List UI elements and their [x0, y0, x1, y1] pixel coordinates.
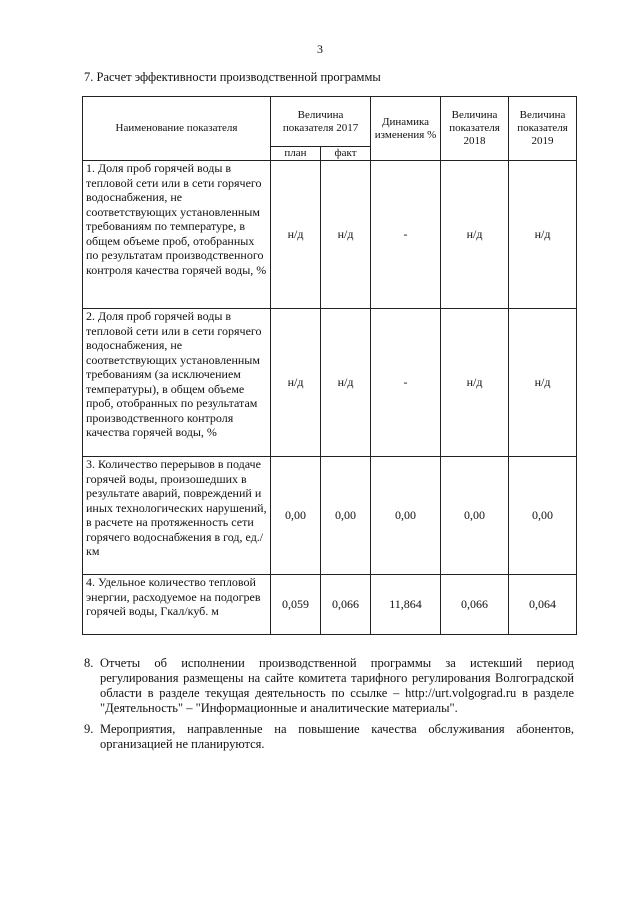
- header-value-2019: Величина показателя 2019: [509, 97, 577, 161]
- indicator-name: 4. Удельное количество тепловой энергии, расходуемое на подогрев горячей воды, Гкал/куб. м: [83, 575, 271, 635]
- table-row: [83, 457, 577, 575]
- note-number: 8.: [84, 656, 94, 670]
- fact-value: н/д: [321, 309, 371, 457]
- indicators-table: [82, 96, 577, 635]
- header-fact: факт: [321, 147, 371, 161]
- table-header-row: [83, 97, 577, 147]
- value-2019: н/д: [509, 161, 577, 309]
- dynamics-value: 0,00: [371, 457, 441, 575]
- note-text: Отчеты об исполнении производственной программы за истекший период регулирования размещены на сайте комитета тарифного регулирования Волгоградской области в разделе текущая деятельность по ссылке – http://urt.volgograd.ru в разделе "Деятельность" – "Информационные и аналитические материалы".: [100, 656, 574, 715]
- fact-value: 0,00: [321, 457, 371, 575]
- table-row: [83, 575, 577, 635]
- page-number: 3: [317, 42, 323, 56]
- indicator-name: 3. Количество перерывов в подаче горячей воды, произошедших в результате аварий, повреждений и иных технологических нарушений, в расчете на протяженность сети горячего водоснабжения в год, ед./км: [83, 457, 271, 575]
- indicator-name: 2. Доля проб горячей воды в тепловой сети или в сети горячего водоснабжения, не соответствующих установленным требованиям (за исключением температуры), в общем объеме проб, отобранных по результатам производственного контроля качества горячей воды, %: [83, 309, 271, 457]
- header-plan: план: [271, 147, 321, 161]
- table-row: [83, 309, 577, 457]
- value-2018: н/д: [441, 161, 509, 309]
- note-text: Мероприятия, направленные на повышение качества обслуживания абонентов, организацией не планируются.: [100, 722, 574, 751]
- plan-value: 0,059: [271, 575, 321, 635]
- value-2019: 0,00: [509, 457, 577, 575]
- value-2018: н/д: [441, 309, 509, 457]
- fact-value: 0,066: [321, 575, 371, 635]
- header-value-2017: Величина показателя 2017: [271, 97, 371, 147]
- note-item: [84, 722, 574, 752]
- indicator-name: 1. Доля проб горячей воды в тепловой сети или в сети горячего водоснабжения, не соответствующих установленным требованиям по температуре, в общем объеме проб, отобранных по результатам производственного контроля качества горячей воды, %: [83, 161, 271, 309]
- plan-value: н/д: [271, 161, 321, 309]
- section-heading: 7. Расчет эффективности производственной программы: [84, 70, 381, 84]
- dynamics-value: 11,864: [371, 575, 441, 635]
- value-2019: н/д: [509, 309, 577, 457]
- notes-list: [84, 656, 574, 752]
- value-2019: 0,064: [509, 575, 577, 635]
- header-name: Наименование показателя: [83, 97, 271, 161]
- value-2018: 0,00: [441, 457, 509, 575]
- plan-value: н/д: [271, 309, 321, 457]
- dynamics-value: -: [371, 161, 441, 309]
- header-dynamics: Динамика изменения %: [371, 97, 441, 161]
- plan-value: 0,00: [271, 457, 321, 575]
- dynamics-value: -: [371, 309, 441, 457]
- fact-value: н/д: [321, 161, 371, 309]
- note-item: [84, 656, 574, 716]
- value-2018: 0,066: [441, 575, 509, 635]
- header-value-2018: Величина показателя 2018: [441, 97, 509, 161]
- note-number: 9.: [84, 722, 94, 736]
- table-row: [83, 161, 577, 309]
